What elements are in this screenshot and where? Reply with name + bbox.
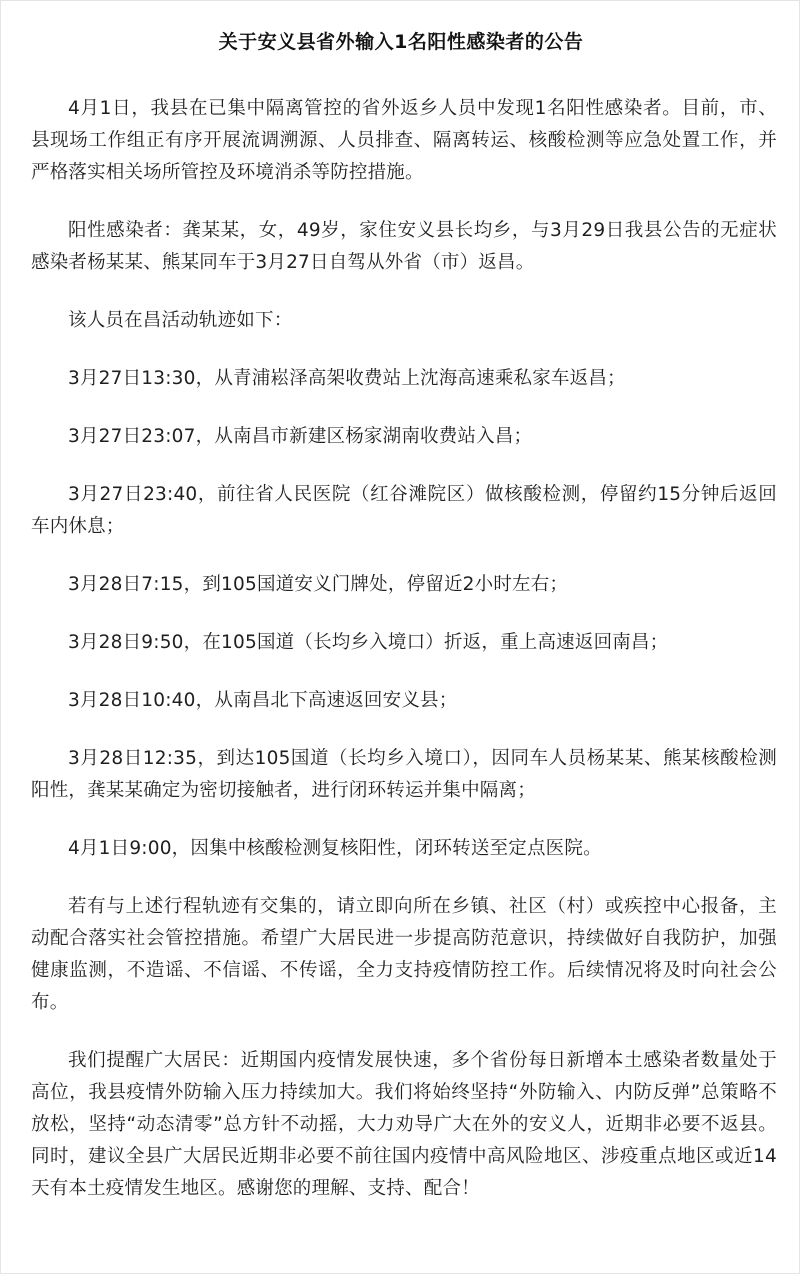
trajectory-item: 3月27日23:07，从南昌市新建区杨家湖南收费站入昌； xyxy=(68,426,533,447)
paragraph-discovery: 4月1日，我县在已集中隔离管控的省外返乡人员中发现1名阳性感染者。目前，市、县现场工作组正有序开展流调溯源、人员排查、隔离转运、核酸检测等应急处置工作，并严格落实相关场所管控及环境消杀等防控措施。 xyxy=(31,98,777,183)
trajectory-item: 4月1日9:00，因集中核酸检测复核阳性，闭环转送至定点医院。 xyxy=(68,838,602,859)
notice-body xyxy=(31,93,777,1231)
trajectory-item: 3月28日12:35，到达105国道（长均乡入境口），因同车人员杨某某、熊某核酸检测阳性，龚某某确定为密切接触者，进行闭环转运并集中隔离； xyxy=(31,748,777,801)
paragraph-case-info: 阳性感染者：龚某某，女，49岁，家住安义县长均乡，与3月29日我县公告的无症状感染者杨某某、熊某同车于3月27日自驾从外省（市）返昌。 xyxy=(31,220,777,273)
trajectory-item: 3月28日9:50，在105国道（长均乡入境口）折返，重上高速返回南昌； xyxy=(68,632,669,653)
trajectory-item: 3月28日10:40，从南昌北下高速返回安义县； xyxy=(68,690,458,711)
trajectory-item: 3月28日7:15，到105国道安义门牌处，停留近2小时左右； xyxy=(68,574,569,595)
trajectory-item: 3月27日23:40，前往省人民医院（红谷滩院区）做核酸检测，停留约15分钟后返回车内休息； xyxy=(31,484,777,537)
trajectory-item: 3月27日13:30，从青浦崧泽高架收费站上沈海高速乘私家车返昌； xyxy=(68,368,626,389)
paragraph-reminder: 我们提醒广大居民：近期国内疫情发展快速，多个省份每日新增本土感染者数量处于高位，我县疫情外防输入压力持续加大。我们将始终坚持“外防输入、内防反弹”总策略不放松，坚持“动态清零”总方针不动摇，大力劝导广大在外的安义人，近期非必要不返县。同时，建议全县广大居民近期非必要不前往国内疫情中高风险地区、涉疫重点地区或近14天有本土疫情发生地区。感谢您的理解、支持、配合！ xyxy=(31,1050,777,1199)
notice-title: 关于安义县省外输入1名阳性感染者的公告 xyxy=(218,31,584,53)
paragraph-trajectory-intro: 该人员在昌活动轨迹如下： xyxy=(68,310,293,331)
paragraph-report-request: 若有与上述行程轨迹有交集的，请立即向所在乡镇、社区（村）或疾控中心报备，主动配合落实社会管控措施。希望广大居民进一步提高防范意识，持续做好自我防护，加强健康监测，不造谣、不信谣、不传谣，全力支持疫情防控工作。后续情况将及时向社会公布。 xyxy=(31,896,777,1013)
